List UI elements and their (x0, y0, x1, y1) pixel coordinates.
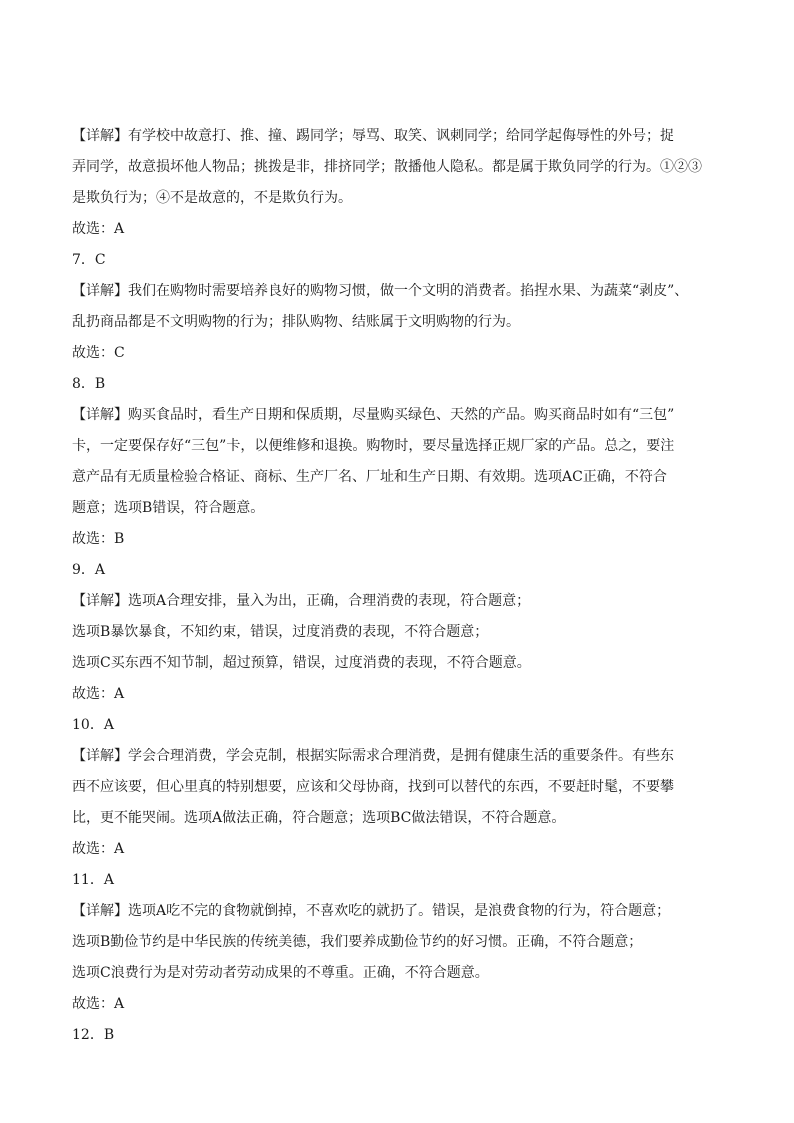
text-line: 意产品有无质量检验合格证、商标、生产厂名、厂址和生产日期、有效期。选项AC正确，不符合 (72, 469, 667, 485)
text-line: 弄同学，故意损坏他人物品；挑拨是非，排挤同学；散播他人隐私。都是属于欺负同学的行为。①②③ (72, 159, 702, 175)
text-line: 【详解】选项A吃不完的食物就倒掉，不喜欢吃的就扔了。错误，是浪费食物的行为，符合题意； (72, 903, 671, 919)
answer-line: 故选：A (72, 221, 125, 237)
answer-line: 故选：A (72, 686, 125, 702)
text-line: 乱扔商品都是不文明购物的行为；排队购物、结账属于文明购物的行为。 (72, 314, 520, 330)
question-number: 12．B (72, 1027, 115, 1043)
text-line: 卡，一定要保存好“三包”卡，以便维修和退换。购物时，要尽量选择正规厂家的产品。总之，要注 (72, 438, 675, 454)
text-line: 西不应该要，但心里真的特别想要，应该和父母协商，找到可以替代的东西，不要赶时髦，不要攀 (72, 779, 674, 795)
text-line: 比，更不能哭闹。选项A做法正确，符合题意；选项BC做法错误，不符合题意。 (72, 810, 566, 826)
text-line: 【详解】学会合理消费，学会克制，根据实际需求合理消费，是拥有健康生活的重要条件。有些东 (72, 748, 674, 764)
text-line: 选项C浪费行为是对劳动者劳动成果的不尊重。正确，不符合题意。 (72, 965, 489, 981)
question-number: 8．B (72, 376, 106, 392)
text-line: 【详解】我们在购物时需要培养良好的购物习惯，做一个文明的消费者。掐捏水果、为蔬菜“剥皮”、 (72, 283, 689, 299)
question-number: 9．A (72, 562, 106, 578)
answer-line: 故选：A (72, 841, 125, 857)
answer-line: 故选：C (72, 345, 125, 361)
text-line: 【详解】有学校中故意打、推、撞、踢同学；辱骂、取笑、讽刺同学；给同学起侮辱性的外号；捉 (72, 128, 674, 144)
answer-explanation-page (72, 121, 728, 1051)
text-line: 【详解】选项A合理安排，量入为出，正确，合理消费的表现，符合题意； (72, 593, 531, 609)
question-number: 11．A (72, 872, 114, 888)
question-number: 10．A (72, 717, 114, 733)
text-line: 选项C买东西不知节制，超过预算，错误，过度消费的表现，不符合题意。 (72, 655, 531, 671)
answer-line: 故选：A (72, 996, 125, 1012)
text-line: 选项B暴饮暴食，不知约束，错误，过度消费的表现，不符合题意； (72, 624, 489, 640)
text-line: 题意；选项B错误，符合题意。 (72, 500, 265, 516)
text-line: 【详解】购买食品时，看生产日期和保质期，尽量购买绿色、天然的产品。购买商品时如有“三包” (72, 407, 675, 423)
question-number: 7．C (72, 252, 106, 268)
text-line: 选项B勤俭节约是中华民族的传统美德，我们要养成勤俭节约的好习惯。正确，不符合题意； (72, 934, 643, 950)
text-line: 是欺负行为；④不是故意的，不是欺负行为。 (72, 190, 352, 206)
answer-line: 故选：B (72, 531, 125, 547)
